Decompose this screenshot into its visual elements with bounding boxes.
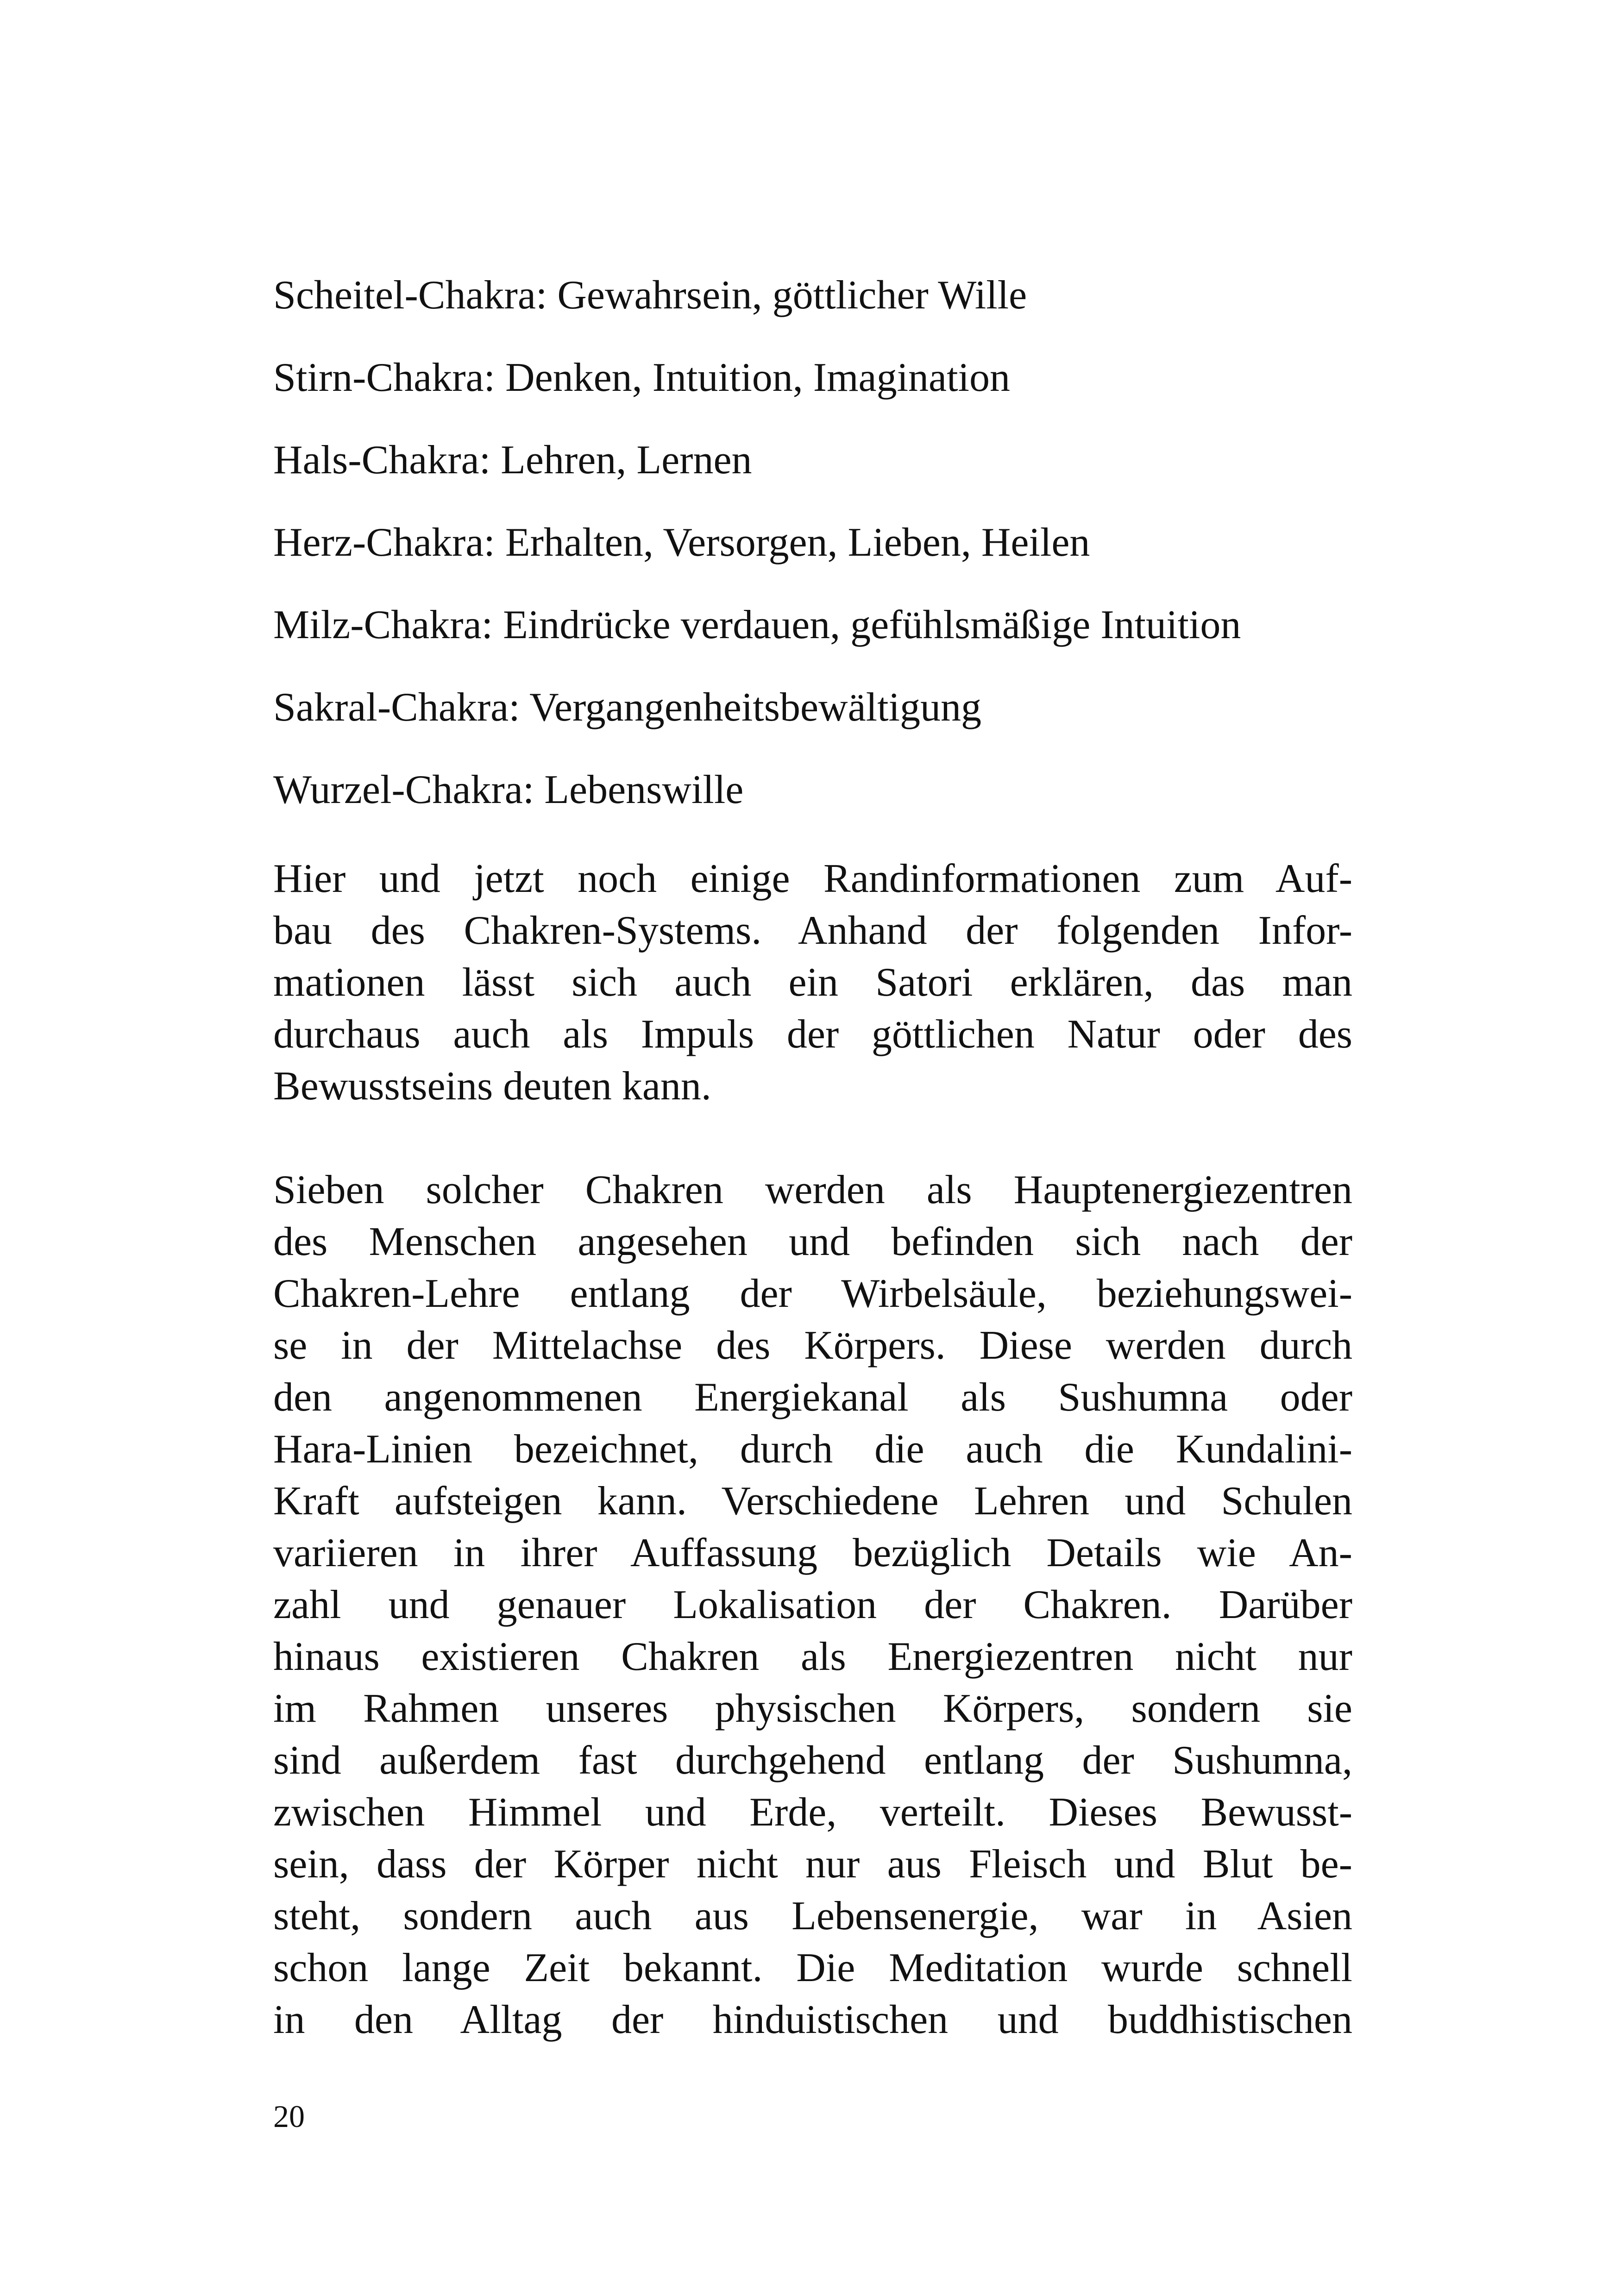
chakra-item-wurzel: Wurzel-Chakra: Lebenswille — [273, 767, 744, 812]
chakra-item-milz: Milz-Chakra: Eindrücke verdauen, gefühlsmäßige Intuition — [273, 602, 1241, 647]
text-line: variieren in ihrer Auffassung bezüglich Details wie An- — [273, 1531, 1352, 1575]
text-line: Sieben solcher Chakren werden als Hauptenergiezentren — [273, 1167, 1352, 1212]
text-line: Chakren-Lehre entlang der Wirbelsäule, beziehungswei- — [273, 1271, 1352, 1316]
chakra-item-herz: Herz-Chakra: Erhalten, Versorgen, Lieben, Heilen — [273, 520, 1090, 565]
page-number: 20 — [273, 2099, 305, 2134]
chakra-item-scheitel: Scheitel-Chakra: Gewahrsein, göttlicher Wille — [273, 273, 1027, 318]
text-line: mationen lässt sich auch ein Satori erklären, das man — [273, 960, 1352, 1005]
text-line: bau des Chakren-Systems. Anhand der folgenden Infor- — [273, 908, 1352, 953]
paragraph-hauptenergiezentren — [273, 1164, 1352, 2046]
text-line: steht, sondern auch aus Lebensenergie, war in Asien — [273, 1894, 1352, 1938]
text-line: se in der Mittelachse des Körpers. Diese werden durch — [273, 1323, 1352, 1368]
text-line: hinaus existieren Chakren als Energiezentren nicht nur — [273, 1634, 1352, 1679]
text-line: Hara-Linien bezeichnet, durch die auch die Kundalini- — [273, 1427, 1352, 1472]
text-line: des Menschen angesehen und befinden sich nach der — [273, 1219, 1352, 1264]
text-line: durchaus auch als Impuls der göttlichen Natur oder des — [273, 1012, 1352, 1057]
text-line: den angenommenen Energiekanal als Sushumna oder — [273, 1375, 1352, 1420]
text-line: im Rahmen unseres physischen Körpers, sondern sie — [273, 1686, 1352, 1731]
paragraph-randinformationen — [273, 853, 1352, 1112]
text-line: Hier und jetzt noch einige Randinformationen zum Auf- — [273, 856, 1352, 901]
text-line: Bewusstseins deuten kann. — [273, 1064, 711, 1109]
chakra-item-stirn: Stirn-Chakra: Denken, Intuition, Imagination — [273, 355, 1011, 400]
chakra-item-sakral: Sakral-Chakra: Vergangenheitsbewältigung — [273, 685, 981, 730]
text-line: zahl und genauer Lokalisation der Chakren. Darüber — [273, 1582, 1352, 1627]
chakra-list — [273, 272, 1352, 813]
chakra-item-hals: Hals-Chakra: Lehren, Lernen — [273, 438, 752, 483]
text-line: sein, dass der Körper nicht nur aus Fleisch und Blut be- — [273, 1842, 1352, 1887]
text-line: in den Alltag der hinduistischen und buddhistischen — [273, 1997, 1352, 2042]
text-line: schon lange Zeit bekannt. Die Meditation wurde schnell — [273, 1945, 1352, 1990]
page-content — [273, 272, 1352, 2046]
text-line: Kraft aufsteigen kann. Verschiedene Lehren und Schulen — [273, 1479, 1352, 1524]
text-line: zwischen Himmel und Erde, verteilt. Dieses Bewusst- — [273, 1790, 1352, 1835]
text-line: sind außerdem fast durchgehend entlang der Sushumna, — [273, 1738, 1352, 1783]
